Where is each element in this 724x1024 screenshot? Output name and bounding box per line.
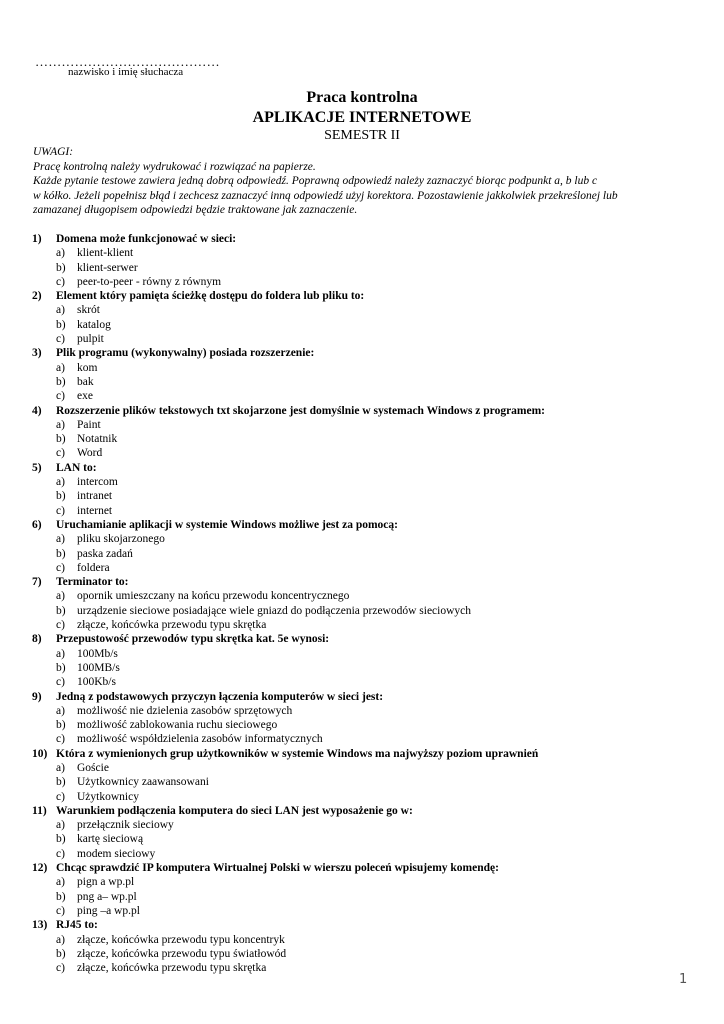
question-heading — [32, 747, 702, 761]
answer-option — [32, 489, 702, 503]
answer-option-text: przełącznik sieciowy — [77, 819, 174, 832]
question-text: Domena może funkcjonować w sieci: — [56, 233, 237, 245]
answer-option-letter: a) — [56, 647, 65, 660]
answer-option — [32, 818, 702, 832]
question-text: Element który pamięta ścieżkę dostępu do foldera lub pliku to: — [56, 290, 365, 303]
answer-option-letter: c) — [56, 676, 65, 689]
question-item — [32, 232, 702, 289]
question-heading — [32, 575, 702, 589]
answer-option-text: Paint — [77, 418, 101, 431]
question-text: Chcąc sprawdzić IP komputera Wirtualnej Polski w wierszu poleceń wpisujemy komendę: — [56, 862, 499, 875]
answer-option — [32, 532, 702, 546]
answer-option — [32, 561, 702, 575]
answer-option — [32, 947, 702, 961]
answer-option-text: internet — [77, 504, 113, 517]
question-list — [32, 232, 702, 975]
answer-option-text: złącze, końcówka przewodu typu koncentryk — [77, 933, 285, 946]
question-heading — [32, 861, 702, 875]
answer-option — [32, 704, 702, 718]
answer-option-text: pign a wp.pl — [77, 876, 135, 889]
answer-option — [32, 375, 702, 389]
question-text: Terminator to: — [56, 576, 129, 589]
answer-option-text: możliwość współdzielenia zasobów informatycznych — [77, 733, 323, 746]
question-heading — [32, 518, 702, 532]
answer-option-text: Użytkownicy — [77, 790, 139, 803]
answer-option-text: ping –a wp.pl — [77, 904, 140, 917]
answer-option-letter: c) — [56, 790, 65, 803]
answer-option-text: klient-serwer — [77, 261, 138, 274]
question-number: 9) — [32, 690, 42, 703]
answer-option-letter: a) — [56, 361, 65, 374]
answer-option-letter: c) — [56, 962, 65, 975]
question-item — [32, 918, 702, 975]
answer-option-text: intranet — [77, 490, 113, 503]
question-heading — [32, 404, 702, 418]
answer-option — [32, 389, 702, 403]
answer-option-text: 100MB/s — [77, 661, 120, 674]
question-text: Warunkiem podłączenia komputera do sieci LAN jest wyposażenie go w: — [56, 804, 413, 817]
answer-option — [32, 504, 702, 518]
answer-option-text: foldera — [77, 561, 110, 574]
answer-option — [32, 432, 702, 446]
answer-option-text: złącze, końcówka przewodu typu światłowód — [77, 947, 287, 960]
answer-option-letter: c) — [56, 847, 65, 860]
answer-option-letter: b) — [56, 776, 66, 789]
semester-title: SEMESTR II — [324, 128, 400, 143]
answer-option-text: exe — [77, 390, 93, 403]
answer-option — [32, 718, 702, 732]
question-text: RJ45 to: — [56, 919, 98, 932]
answer-option — [32, 933, 702, 947]
answer-option-letter: c) — [56, 390, 65, 403]
answer-option-text: 100Kb/s — [77, 676, 116, 689]
answer-option-text: kartę sieciową — [77, 833, 144, 846]
answer-option — [32, 732, 702, 746]
answer-option-letter: c) — [56, 619, 65, 632]
instructions-block — [33, 145, 693, 218]
notes-line: Pracę kontrolną należy wydrukować i rozwiązać na papierze. — [33, 160, 316, 173]
question-number: 1) — [32, 233, 42, 245]
answer-option-letter: a) — [56, 761, 65, 774]
answer-option — [32, 890, 702, 904]
answer-option — [32, 418, 702, 432]
answer-option — [32, 675, 702, 689]
question-heading — [32, 804, 702, 818]
question-text: Uruchamianie aplikacji w systemie Windows możliwe jest za pomocą: — [56, 518, 398, 531]
answer-option-text: pulpit — [77, 333, 104, 346]
answer-option — [32, 618, 702, 632]
question-number: 3) — [32, 347, 42, 360]
answer-option — [32, 847, 702, 861]
answer-option-text: Notatnik — [77, 433, 118, 446]
answer-option-letter: a) — [56, 247, 65, 260]
answer-option — [32, 647, 702, 661]
question-number: 10) — [32, 747, 48, 760]
answer-option — [32, 361, 702, 375]
question-heading — [32, 461, 702, 475]
answer-option-letter: a) — [56, 533, 65, 546]
question-text: LAN to: — [56, 461, 97, 474]
student-name-line: …………………………………… — [35, 54, 220, 69]
answer-option — [32, 446, 702, 460]
answer-option-text: pliku skojarzonego — [77, 533, 165, 546]
question-item — [32, 289, 702, 346]
question-item — [32, 690, 702, 747]
question-number: 2) — [32, 290, 42, 303]
answer-option-letter: c) — [56, 333, 65, 346]
notes-heading: UWAGI: — [33, 146, 74, 158]
answer-option-letter: b) — [56, 490, 66, 503]
answer-option — [32, 318, 702, 332]
answer-option-letter: c) — [56, 904, 65, 917]
page-number: 1 — [679, 972, 688, 987]
answer-option — [32, 904, 702, 918]
answer-option-text: Goście — [77, 761, 109, 774]
answer-option — [32, 761, 702, 775]
answer-option — [32, 961, 702, 975]
answer-option-letter: a) — [56, 304, 65, 317]
answer-option — [32, 589, 702, 603]
question-item — [32, 404, 702, 461]
answer-option — [32, 790, 702, 804]
answer-option — [32, 303, 702, 317]
document-title: Praca kontrolna — [306, 89, 418, 106]
answer-option — [32, 547, 702, 561]
answer-option-text: skrót — [77, 304, 100, 317]
answer-option-text: złącze, końcówka przewodu typu skrętka — [77, 962, 267, 975]
question-heading — [32, 690, 702, 704]
answer-option-letter: a) — [56, 876, 65, 889]
answer-option-letter: c) — [56, 733, 65, 746]
answer-option-text: bak — [77, 375, 94, 388]
answer-option-text: klient-klient — [77, 247, 134, 260]
answer-option-text: katalog — [77, 318, 111, 331]
answer-option — [32, 875, 702, 889]
answer-option-text: intercom — [77, 476, 118, 489]
answer-option-text: możliwość zablokowania ruchu sieciowego — [77, 719, 278, 732]
question-number: 4) — [32, 404, 42, 417]
question-number: 12) — [32, 862, 48, 875]
answer-option-text: możliwość nie dzielenia zasobów sprzętowych — [77, 704, 293, 717]
answer-option-letter: a) — [56, 590, 65, 603]
question-number: 7) — [32, 576, 42, 589]
question-text: Plik programu (wykonywalny) posiada rozszerzenie: — [56, 347, 315, 360]
question-item — [32, 575, 702, 632]
question-heading — [32, 632, 702, 646]
question-number: 8) — [32, 633, 42, 646]
answer-option-letter: c) — [56, 561, 65, 574]
answer-option-letter: b) — [56, 947, 66, 960]
question-item — [32, 747, 702, 804]
answer-option — [32, 275, 702, 289]
question-number: 5) — [32, 461, 42, 474]
answer-option-letter: b) — [56, 261, 66, 274]
answer-option-letter: b) — [56, 547, 66, 560]
notes-line: zamazanej długopisem odpowiedzi będzie traktowane jak zaznaczenie. — [33, 204, 358, 216]
answer-option — [32, 475, 702, 489]
answer-option-letter: b) — [56, 375, 66, 388]
question-heading — [32, 346, 702, 360]
answer-option-letter: a) — [56, 933, 65, 946]
question-heading — [32, 232, 702, 246]
answer-option-letter: c) — [56, 504, 65, 517]
question-number: 6) — [32, 518, 42, 531]
answer-option-text: paska zadań — [77, 547, 133, 560]
answer-option-letter: c) — [56, 447, 65, 460]
answer-option-text: peer-to-peer - równy z równym — [77, 275, 222, 288]
answer-option — [32, 604, 702, 618]
answer-option-text: 100Mb/s — [77, 647, 118, 660]
notes-line: Każde pytanie testowe zawiera jedną dobrą odpowiedź. Poprawną odpowiedź należy zaznaczyć biorąc podpunkt a, b lub c — [33, 175, 598, 187]
answer-option-letter: b) — [56, 890, 66, 903]
student-name-label: nazwisko i imię słuchacza — [68, 66, 184, 78]
question-heading — [32, 918, 702, 932]
answer-option-text: Użytkownicy zaawansowani — [77, 776, 209, 789]
answer-option-letter: a) — [56, 476, 65, 489]
answer-option-letter: b) — [56, 433, 66, 446]
question-item — [32, 518, 702, 575]
answer-option — [32, 332, 702, 346]
answer-option — [32, 261, 702, 275]
answer-option — [32, 775, 702, 789]
question-item — [32, 804, 702, 861]
answer-option — [32, 246, 702, 260]
question-text: Jedną z podstawowych przyczyn łączenia komputerów w sieci jest: — [56, 690, 384, 703]
answer-option-text: opornik umieszczany na końcu przewodu koncentrycznego — [77, 590, 350, 603]
answer-option-letter: a) — [56, 418, 65, 431]
question-text: Rozszerzenie plików tekstowych txt skojarzone jest domyślnie w systemach Windows z programem: — [56, 404, 546, 417]
answer-option-letter: b) — [56, 719, 66, 732]
answer-option-text: modem sieciowy — [77, 847, 156, 860]
answer-option-text: png a– wp.pl — [77, 890, 137, 903]
answer-option — [32, 661, 702, 675]
question-number: 13) — [32, 919, 48, 932]
question-heading — [32, 289, 702, 303]
answer-option-letter: a) — [56, 819, 65, 832]
answer-option-text: złącze, końcówka przewodu typu skrętka — [77, 619, 267, 632]
answer-option-letter: b) — [56, 661, 66, 674]
question-item — [32, 346, 702, 403]
subject-title: APLIKACJE INTERNETOWE — [252, 109, 472, 126]
answer-option-letter: c) — [56, 275, 65, 288]
answer-option-letter: b) — [56, 833, 66, 846]
answer-option-letter: b) — [56, 604, 66, 617]
question-number: 11) — [32, 804, 47, 817]
answer-option-letter: a) — [56, 704, 65, 717]
notes-line: w kółko. Jeżeli popełnisz błąd i zechcesz zaznaczyć inną odpowiedź użyj korektora. Pozostawienie jakkolwiek przekreślonej lub — [33, 189, 618, 202]
question-item — [32, 632, 702, 689]
question-text: Która z wymienionych grup użytkowników w systemie Windows ma najwyższy poziom uprawnień — [56, 747, 539, 760]
answer-option-letter: b) — [56, 318, 66, 331]
answer-option-text: urządzenie sieciowe posiadające wiele gniazd do podłączenia przewodów sieciowych — [77, 604, 472, 617]
answer-option — [32, 832, 702, 846]
answer-option-text: kom — [77, 361, 98, 374]
answer-option-text: Word — [77, 447, 103, 460]
question-item — [32, 461, 702, 518]
question-item — [32, 861, 702, 918]
question-text: Przepustowość przewodów typu skrętka kat. 5e wynosi: — [56, 633, 330, 646]
